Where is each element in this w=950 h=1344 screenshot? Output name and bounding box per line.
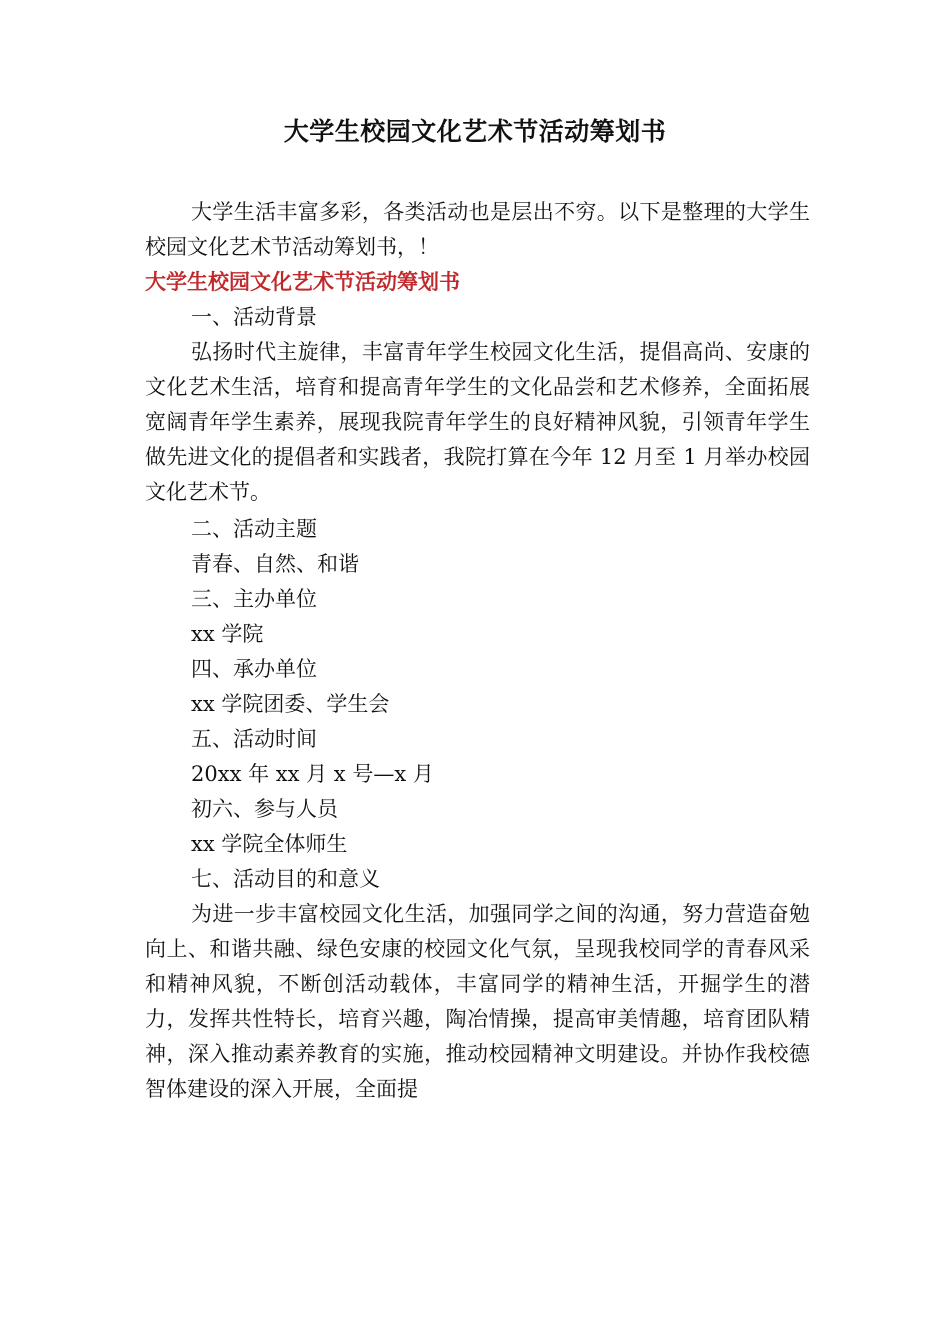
document-title: 大学生校园文化艺术节活动筹划书 [283, 117, 667, 146]
section-heading: 三、主办单位 [191, 587, 317, 611]
section-paragraph: xx 学院团委、学生会 [191, 692, 390, 716]
section-paragraph: xx 学院全体师生 [191, 832, 348, 856]
section-heading: 七、活动目的和意义 [191, 867, 380, 891]
section-heading: 初六、参与人员 [191, 797, 338, 821]
section-heading: 一、活动背景 [191, 305, 317, 329]
section-heading: 五、活动时间 [191, 727, 317, 751]
intro-paragraph: 大学生活丰富多彩，各类活动也是层出不穷。以下是整理的大学生校园文化艺术节活动筹划书，！ [145, 200, 810, 259]
section-paragraph: 为进一步丰富校园文化生活，加强同学之间的沟通，努力营造奋勉向上、和谐共融、绿色安康的校园文化气氛，呈现我校同学的青春风采和精神风貌，不断创活动载体，丰富同学的精神生活，开掘学生的潜力，发挥共性特长，培育兴趣，陶冶情操，提高审美情趣，培育团队精神，深入推动素养教育的实施，推动校园精神文明建设。并协作我校德智体建设的深入开展，全面提 [145, 902, 810, 1101]
red-subheading: 大学生校园文化艺术节活动筹划书 [145, 270, 460, 294]
section-heading: 二、活动主题 [191, 517, 317, 541]
section-paragraph: 青春、自然、和谐 [191, 552, 359, 576]
section-paragraph: 20xx 年 xx 月 x 号—x 月 [191, 762, 434, 786]
section-heading: 四、承办单位 [191, 657, 317, 681]
section-paragraph: xx 学院 [191, 622, 264, 646]
document-body [145, 195, 810, 1107]
section-paragraph: 弘扬时代主旋律，丰富青年学生校园文化生活，提倡高尚、安康的文化艺术生活，培育和提高青年学生的文化品尝和艺术修养，全面拓展宽阔青年学生素养，展现我院青年学生的良好精神风貌，引领青年学生做先进文化的提倡者和实践者，我院打算在今年 12 月至 1 月举办校园文化艺术节。 [145, 340, 810, 504]
